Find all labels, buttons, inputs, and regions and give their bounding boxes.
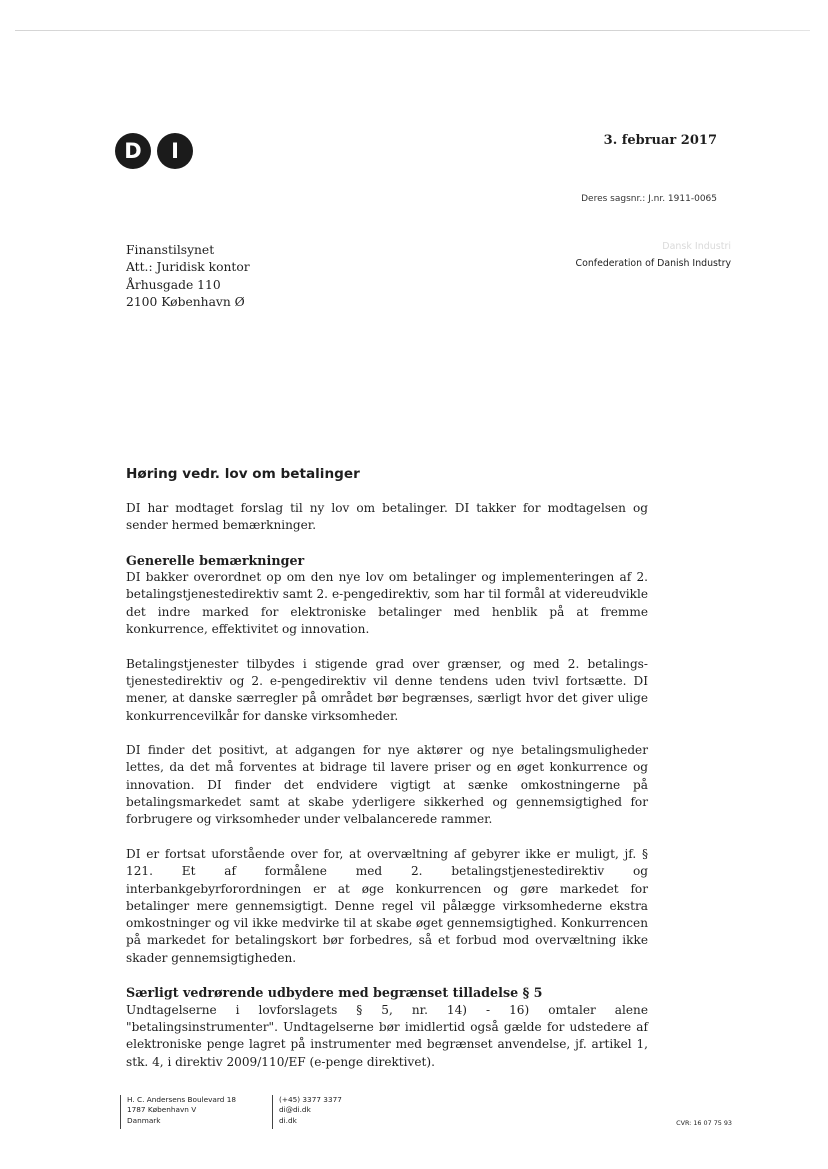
letter-date: 3. februar 2017 [603,133,717,148]
logo-letter-d: D [115,133,151,169]
case-reference: Deres sagsnr.: J.nr. 1911-0065 [581,194,717,204]
cvr-number: CVR: 16 07 75 93 [676,1119,732,1127]
body-paragraph: DI bakker overordnet op om den nye lov om betalinger og implementeringen af 2. betalingstjenestedirektiv samt 2. e-pengedirektiv, som har til formål at videreudvikle det indre marked for elektroniske betalinger med henblik på at fremme konkurrence, effektivitet og innovation. [126,570,648,637]
addressee-line: Att.: Juridisk kontor [126,260,250,275]
body-paragraph: DI finder det positivt, at adgangen for nye aktører og nye betalingsmuligheder lettes, da det må forventes at bidrage til lavere priser og en øget konkurrence og innovation. DI finder det endvidere vigtigt at sænke omkostningerne på betalingsmarkedet samt at skabe yderligere sikkerhed og gennemsigtighed for forbrugere og virksomheder under velbalancerede rammer. [126,743,648,827]
addressee-line: Finanstilsynet [126,243,215,257]
footer-address [127,1095,236,1126]
footer-website: di.dk [279,1115,297,1125]
organization-name-danish: Dansk Industri [662,241,731,252]
addressee-line: Århusgade 110 [126,277,221,292]
section-heading-limited-license: Særligt vedrørende udbydere med begrænset tilladelse § 5 [126,985,543,1001]
footer-divider [272,1095,273,1129]
organization-name-english: Confederation of Danish Industry [575,258,731,269]
footer-contact [279,1095,342,1126]
letter-body [126,500,648,1088]
body-paragraph: DI er fortsat uforstående over for, at overvæltning af gebyrer ikke er muligt, jf. § 121. Et af formålene med 2. betalingstjenestedirektiv og interbankgebyrforordningen er at øge konkurrencen og gøre markedet for betalinger mere gennemsigtigt. Denne regel vil pålægge virksomhederne ekstra omkostninger og vil ikke medvirke til at skabe øget gennemsigtighed. Konkurrencen på markedet for betalingskort bør forbedres, så et forbud mod overvæltning ikke skader gennemsigtigheden. [126,846,648,965]
footer-divider [120,1095,121,1129]
section-heading-general: Generelle bemærkninger [126,552,305,568]
di-logo [115,133,193,169]
scan-artifact-line [15,30,810,31]
body-paragraph: Undtagelserne i lovforslagets § 5, nr. 14) - 16) omtaler alene "betalingsinstrumenter". Undtagelserne bør imidlertid også gælde for udstedere af elektroniske penge lagret på instrumenter med begrænset anvendelse, jf. artikel 1, stk. 4, i direktiv 2009/110/EF (e-penge direktivet). [126,1002,648,1069]
footer-address-line: 1787 København V [127,1105,197,1115]
intro-paragraph: DI har modtaget forslag til ny lov om betalinger. DI takker for modtagelsen og sender hermed bemærkninger. [126,501,648,533]
addressee-line: 2100 København Ø [126,295,245,310]
body-paragraph: Betalingstjenester tilbydes i stigende grad over grænser, og med 2. betalingstjenestedirektiv og 2. e-pengedirektiv vil denne tendens uden tvivl fortsætte. DI mener, at danske særregler på området bør begrænses, særligt hvor det giver ulige konkurrencevilkår for danske virksomheder. [126,656,648,723]
footer-email: di@di.dk [279,1105,311,1115]
logo-letter-i: I [157,133,193,169]
letter-subject: Høring vedr. lov om betalinger [126,466,360,482]
footer-address-line: Danmark [127,1115,161,1125]
addressee-block [126,242,250,312]
footer-phone: (+45) 3377 3377 [279,1095,342,1104]
footer-address-line: H. C. Andersens Boulevard 18 [127,1095,237,1104]
